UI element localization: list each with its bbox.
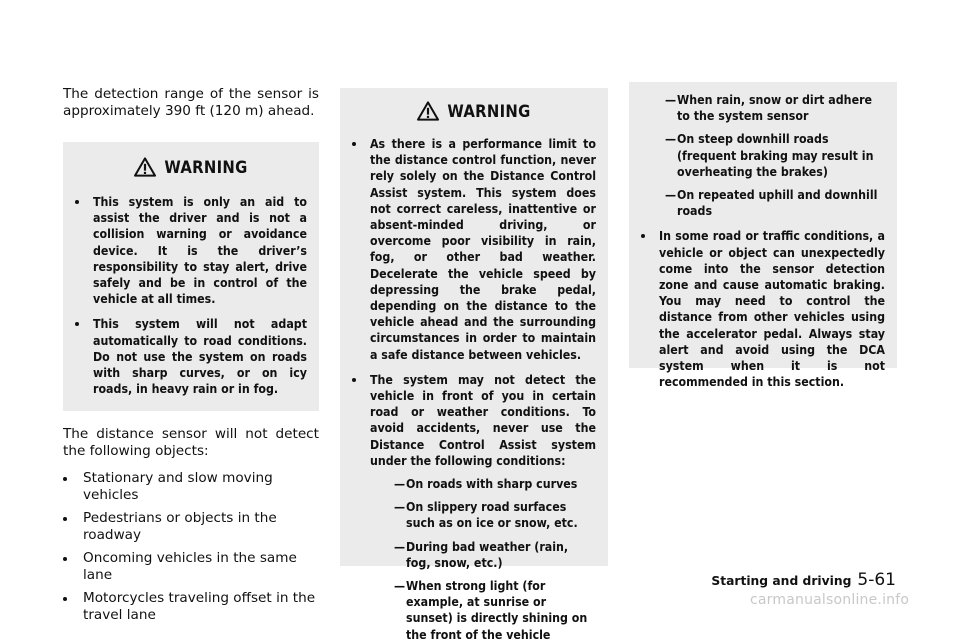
- condition-item: [641, 92, 885, 124]
- warning-header: [352, 100, 596, 122]
- condition-text: On slippery road surfaces such as on ice or snow, etc.: [406, 500, 578, 531]
- conditions-list-continued: [641, 92, 885, 219]
- condition-text: On repeated uphill and downhill roads: [677, 188, 878, 219]
- warning-box-left: [63, 142, 319, 411]
- dash: —: [394, 579, 406, 594]
- condition-item: [641, 187, 885, 219]
- warning-box-middle: [340, 88, 608, 642]
- condition-item: [370, 539, 596, 571]
- condition-item: [370, 476, 596, 492]
- section-name: Starting and driving: [711, 574, 852, 588]
- intro-paragraph: The detection range of the sensor is approximately 390 ft (120 m) ahead.: [63, 86, 319, 119]
- condition-item: [370, 578, 596, 643]
- list-item: Stationary and slow moving vehicles: [63, 470, 319, 504]
- list-item: Oncoming vehicles in the same lane: [63, 550, 319, 584]
- list-item: Motorcycles traveling offset in the travel lane: [63, 590, 319, 624]
- dash: —: [394, 477, 406, 492]
- undetected-objects-list: [63, 470, 319, 624]
- warning-list-right: [641, 228, 885, 390]
- warning-triangle-icon: [134, 157, 156, 177]
- warning-title: WARNING: [164, 157, 248, 177]
- condition-text: When strong light (for example, at sunrise or sunset) is directly shining on the front of the vehicle: [406, 579, 588, 642]
- list-item: Pedestrians or objects in the roadway: [63, 510, 319, 544]
- condition-text: On steep downhill roads (frequent braking may result in overheating the brakes): [677, 132, 874, 179]
- conditions-list: [370, 476, 596, 643]
- condition-text: When rain, snow or dirt adhere to the system sensor: [677, 93, 873, 124]
- condition-text: On roads with sharp curves: [406, 477, 578, 492]
- objects-intro-paragraph: The distance sensor will not detect the following objects:: [63, 426, 319, 460]
- dash: —: [665, 93, 677, 107]
- warning-triangle-icon: [417, 101, 439, 121]
- dash: —: [394, 539, 406, 554]
- left-column: [63, 86, 319, 630]
- warning-list-left: [75, 194, 307, 397]
- condition-item: [370, 499, 596, 531]
- warning-item: [352, 372, 596, 643]
- warning-box-right: [629, 82, 897, 390]
- warning-item: This system is only an aid to assist the driver and is not a collision warning or avoidance device. It is the driver’s responsibility to stay alert, drive safely and be in control of the vehicle at all times.: [75, 194, 307, 307]
- warning-item: In some road or traffic conditions, a vehicle or object can unexpectedly come into the sensor detection zone and cause automatic braking. You may need to control the distance from other vehicles using the accelerator pedal. Always stay alert and avoid using the DCA system when it is not recommended in this section.: [641, 228, 885, 390]
- watermark: carmanualsonline.info: [750, 592, 910, 608]
- dash: —: [665, 188, 677, 203]
- page-number: 5-61: [857, 570, 896, 590]
- warning-item-text: The system may not detect the vehicle in front of you in certain road or weather conditions. To avoid accidents, never use the Distance Control Assist system under the following conditions:: [370, 372, 596, 468]
- warning-item: This system will not adapt automatically to road conditions. Do not use the system on roads with sharp curves, or on icy roads, in heavy rain or in fog.: [75, 316, 307, 397]
- page-footer: [711, 570, 896, 590]
- warning-header: [75, 156, 307, 178]
- warning-list-middle: [352, 136, 596, 643]
- dash: —: [394, 500, 406, 515]
- condition-item: [641, 131, 885, 180]
- condition-text: During bad weather (rain, fog, snow, etc.): [406, 539, 569, 570]
- warning-item: As there is a performance limit to the distance control function, never rely solely on the Distance Control Assist system. This system does not correct careless, inattentive or absent-minded driving, or overcome poor visibility in rain, fog, or other bad weather. Decelerate the vehicle speed by depressing the brake pedal, depending on the distance to the vehicle ahead and the surrounding circumstances in order to maintain a safe distance between vehicles.: [352, 136, 596, 363]
- dash: —: [665, 132, 677, 147]
- warning-title: WARNING: [447, 101, 531, 121]
